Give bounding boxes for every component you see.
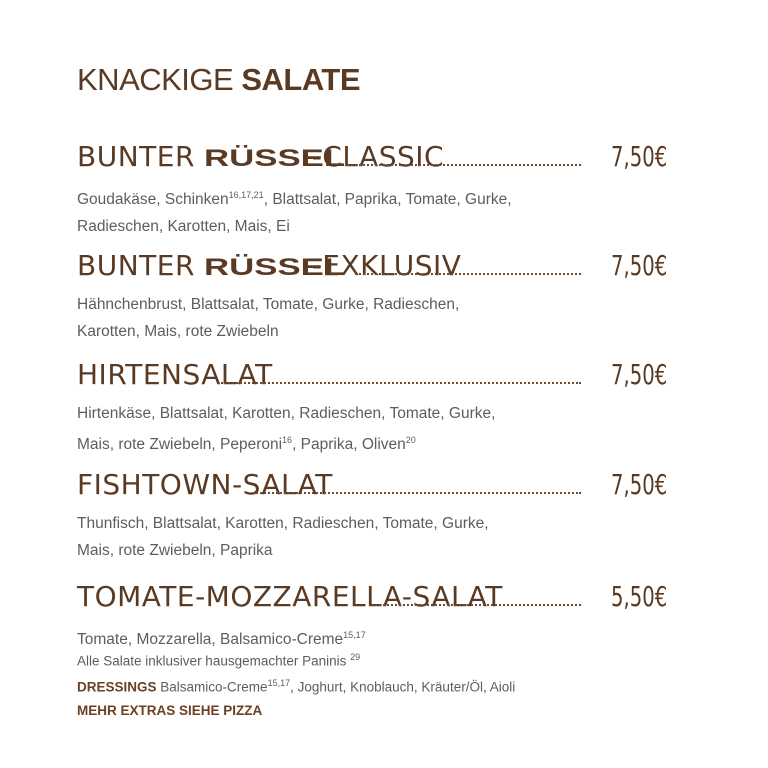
item-description: Goudakäse, Schinken$^{16,17,21}$, Blattsalat, Paprika, Tomate, Gurke, Radieschen, Karotten, Mais, Ei [77,190,512,236]
menu-item-tomate-mozzarella-salat [77,580,667,653]
item-price: 5,50€ [610,580,667,613]
leader-dots [221,382,581,384]
item-price: 7,50€ [610,468,667,501]
item-name: BUNTER RÜSSEL-EXKLUSIV [77,249,462,282]
item-description: Thunfisch, Blattsalat, Karotten, Radieschen, Tomate, Gurke, Mais, rote Zwiebeln, Paprika [77,515,489,559]
item-description: Tomate, Mozzarella, Balsamico-Creme$^{15,17}$ [77,630,366,649]
leader-dots [253,492,581,494]
leader-dots [359,273,581,275]
title-light: KNACKIGE [77,62,242,97]
page-title [77,62,360,98]
inclusive-note: Alle Salate inklusiver hausgemachter Paninis $^{29}$ [77,652,361,669]
dressings-note: DRESSINGS Balsamico-Creme$^{15,17}$, Joghurt, Knoblauch, Kräuter/Öl, Aioli [77,678,516,695]
menu-item-bunter-russel-exklusiv [77,249,667,345]
menu-item-fishtown-salat [77,468,667,564]
item-price: 7,50€ [610,249,667,282]
item-name: FISHTOWN-SALAT [77,468,333,501]
menu-item-bunter-russel-classic [77,140,667,240]
dressings-label: DRESSINGS [77,679,157,695]
item-price: 7,50€ [610,358,667,391]
item-description: Hähnchenbrust, Blattsalat, Tomate, Gurke, Radieschen, Karotten, Mais, rote Zwiebeln [77,296,460,340]
extras-note: MEHR EXTRAS SIEHE PIZZA [77,703,263,718]
item-description: Hirtenkäse, Blattsalat, Karotten, Radieschen, Tomate, Gurke, Mais, rote Zwiebeln, Peperoni$^{16}$, Paprika, Oliven$^{20}$ [77,405,496,454]
leader-dots [371,604,581,606]
menu-item-hirtensalat [77,358,667,458]
leader-dots [347,164,581,166]
item-name: TOMATE-MOZZARELLA-SALAT [77,580,503,613]
item-name: HIRTENSALAT [77,358,273,391]
item-name: BUNTER RÜSSEL-CLASSIC [77,140,445,173]
title-bold: SALATE [241,62,361,97]
item-price: 7,50€ [610,140,667,173]
